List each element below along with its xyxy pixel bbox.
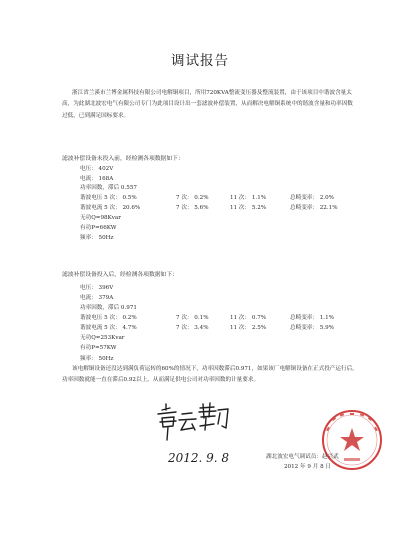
before-vh-total: 总畸变率： 2.0%	[290, 195, 334, 201]
before-ih-7: 7 次： 5.6%	[176, 205, 209, 211]
before-vh-7: 7 次： 0.2%	[176, 195, 209, 201]
after-heading: 滤波补偿设备投入后，经检测各项数据如下：	[62, 272, 178, 278]
signature-org: 湖北波宏电气调试员：赵兴武	[266, 454, 339, 460]
before-reactive: 无功Q=98Kvar	[80, 215, 121, 221]
after-ih-5: 谐波电流 5 次： 4.7%	[80, 325, 137, 331]
before-power-factor: 功率因数，滞后 0.557	[80, 185, 137, 191]
before-current: 电流： 168A	[80, 176, 114, 182]
before-ih-total: 总畸变率： 22.1%	[290, 205, 338, 211]
after-frequency: 频率： 50Hz	[80, 356, 114, 362]
after-current: 电流： 379A	[80, 295, 114, 301]
before-current-harmonics	[80, 203, 370, 211]
after-ih-11: 11 次： 2.5%	[230, 325, 267, 331]
handwritten-date: 2012. 9. 8	[168, 451, 230, 465]
after-vh-11: 11 次： 0.7%	[230, 315, 267, 321]
after-ih-total: 总畸变率： 5.9%	[290, 325, 334, 331]
handwritten-signature	[148, 400, 283, 475]
before-voltage-harmonics	[80, 193, 370, 201]
after-active: 有功P=57KW	[80, 345, 117, 351]
before-heading: 滤波补偿设备未投入前，经检测各项数据如下：	[62, 156, 184, 162]
before-active: 有功P=66KW	[80, 225, 117, 231]
after-vh-7: 7 次： 0.1%	[176, 315, 209, 321]
after-voltage: 电压： 396V	[80, 285, 114, 291]
before-voltage: 电压： 402V	[80, 166, 114, 172]
after-ih-7: 7 次： 3.4%	[176, 325, 209, 331]
before-vh-11: 11 次： 1.1%	[230, 195, 267, 201]
signature-date: 2012 年 9 月 8 日	[284, 464, 332, 470]
after-voltage-harmonics	[80, 313, 370, 321]
after-reactive: 无功Q=253Kvar	[80, 335, 125, 341]
after-vh-total: 总畸变率： 1.1%	[290, 315, 334, 321]
report-title: 调试报告	[171, 53, 229, 69]
intro-paragraph: 浙江省兰溪市兰博金属科技有限公司电解铜项目，所用720KVA整流变压器及整流装置，由于该项目中谐波含量太高，为此湖北波宏电气有限公司专门为此项目设计出一套滤波补偿装置，从而解决电解铜系统中的谐波含量和功率因数过低，已到满足国标要求。	[62, 90, 353, 119]
after-current-harmonics	[80, 323, 370, 331]
before-frequency: 频率： 50Hz	[80, 235, 114, 241]
before-ih-5: 谐波电流 5 次： 20.6%	[80, 205, 141, 211]
before-ih-11: 11 次： 5.2%	[230, 205, 267, 211]
before-vh-5: 谐波电压 5 次： 0.5%	[80, 195, 137, 201]
after-vh-5: 谐波电压 5 次： 0.2%	[80, 315, 137, 321]
conclusion-paragraph: 该电解铜设备还没达到满负荷运转的60%的情况下，功率因数滞后0.971，如果该厂电解铜设备在正式投产运行后，功率因数就能一直在滞后0.92以上，从而满足供电公司对功率因数的计量要求。	[62, 366, 358, 383]
after-power-factor: 功率因数，滞后 0.971	[80, 305, 137, 311]
